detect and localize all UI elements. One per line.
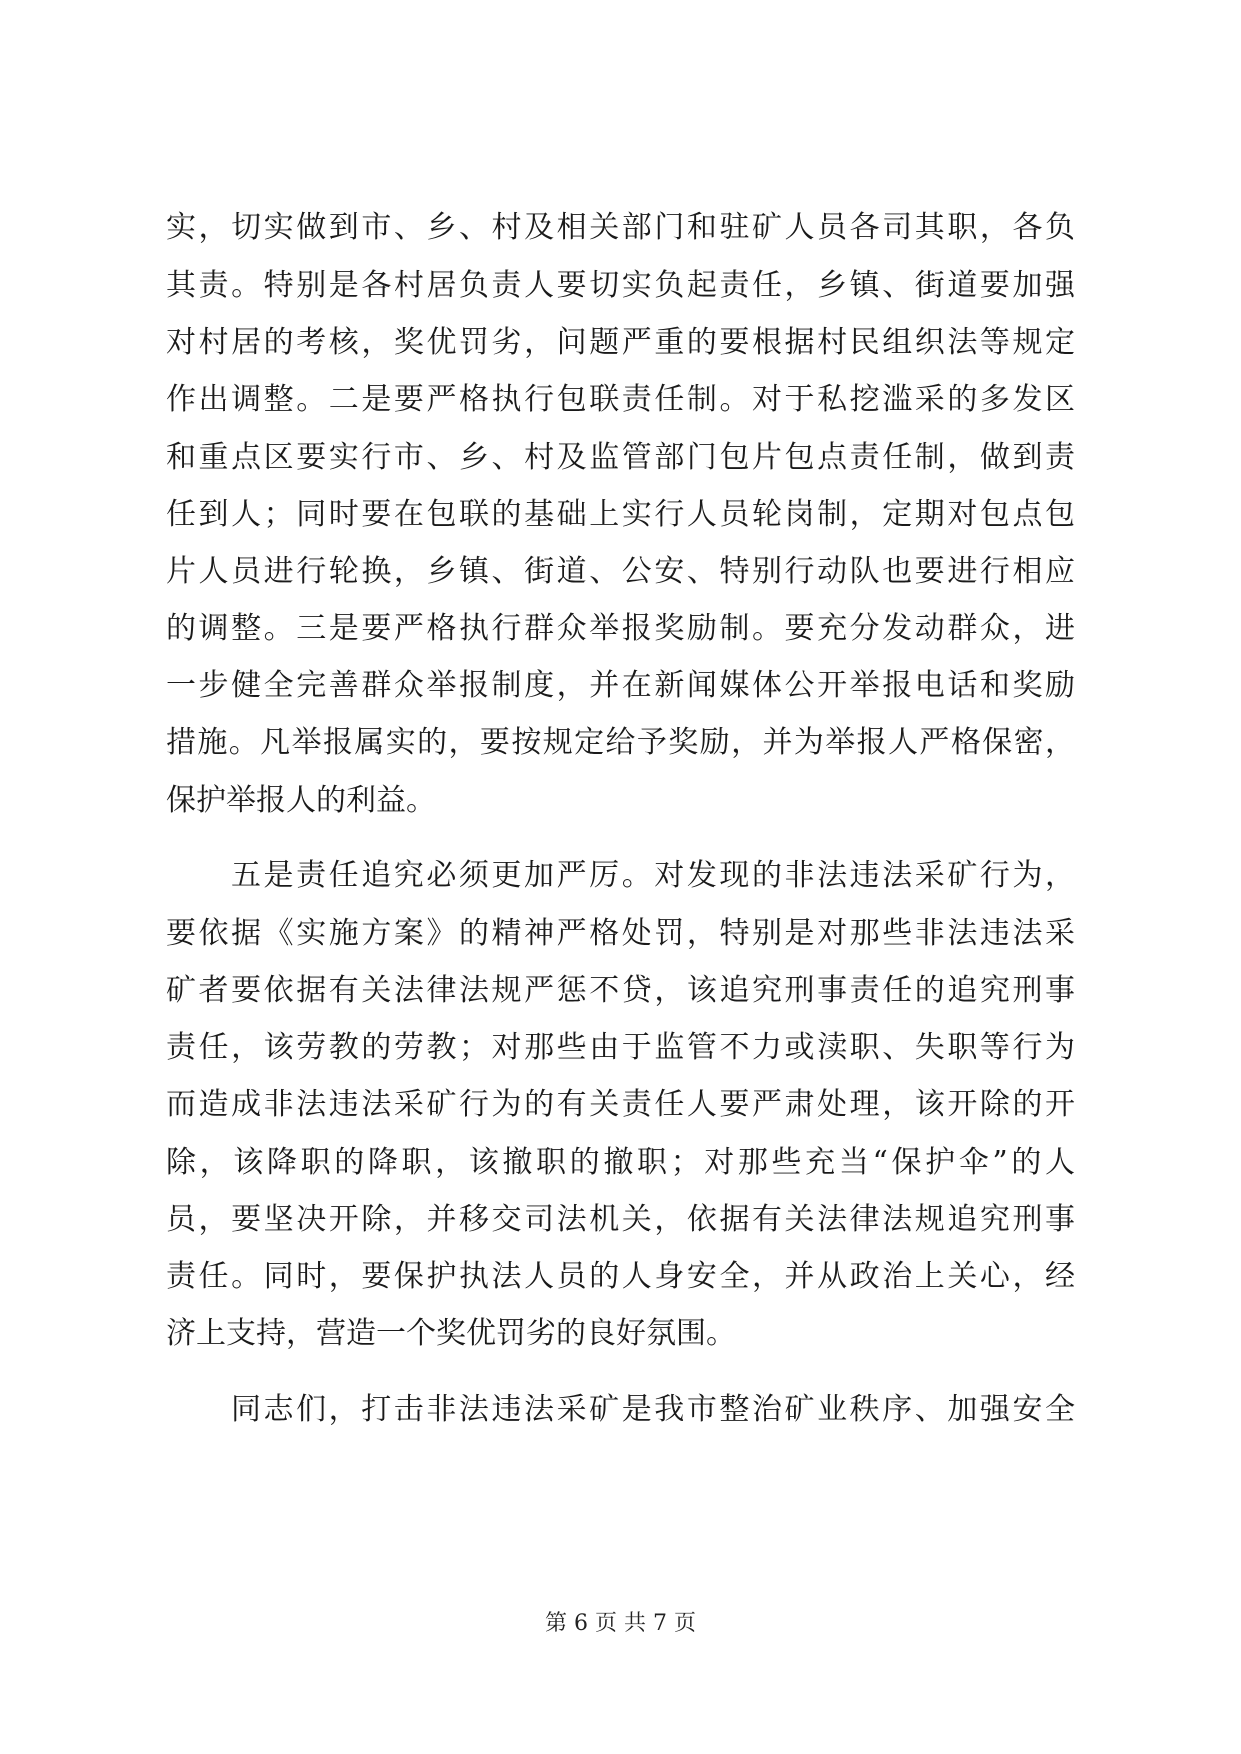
paragraph-2-line-4: 责任，该劳教的劳教；对那些由于监管不力或渎职、失职等行为 [166, 1030, 1075, 1065]
paragraph-1-line-11: 保护举报人的利益。 [166, 783, 436, 818]
paragraph-2-line-7: 员，要坚决开除，并移交司法机关，依据有关法律法规追究刑事 [166, 1202, 1075, 1237]
paragraph-1-line-10: 措施。凡举报属实的，要按规定给予奖励，并为举报人严格保密， [166, 725, 1075, 760]
paragraph-1-line-1: 实，切实做到市、乡、村及相关部门和驻矿人员各司其职，各负 [166, 210, 1075, 245]
paragraph-1-line-3: 对村居的考核，奖优罚劣，问题严重的要根据村民组织法等规定 [166, 325, 1075, 360]
paragraph-2-line-5: 而造成非法违法采矿行为的有关责任人要严肃处理，该开除的开 [166, 1087, 1075, 1122]
paragraph-1-line-5: 和重点区要实行市、乡、村及监管部门包片包点责任制，做到责 [166, 440, 1075, 475]
paragraph-2-line-9: 济上支持，营造一个奖优罚劣的良好氛围。 [166, 1316, 736, 1351]
paragraph-1-line-2: 其责。特别是各村居负责人要切实负起责任，乡镇、街道要加强 [166, 268, 1075, 303]
paragraph-2-line-8: 责任。同时，要保护执法人员的人身安全，并从政治上关心，经 [166, 1259, 1075, 1294]
paragraph-2-line-3: 矿者要依据有关法律法规严惩不贷，该追究刑事责任的追究刑事 [166, 973, 1075, 1008]
paragraph-1-line-9: 一步健全完善群众举报制度，并在新闻媒体公开举报电话和奖励 [166, 668, 1075, 703]
paragraph-1-line-8: 的调整。三是要严格执行群众举报奖励制。要充分发动群众，进 [166, 611, 1075, 646]
paragraph-2-line-6: 除，该降职的降职，该撤职的撤职；对那些充当“保护伞”的人 [166, 1145, 1075, 1180]
paragraph-1-line-7: 片人员进行轮换，乡镇、街道、公安、特别行动队也要进行相应 [166, 554, 1075, 589]
paragraph-1-line-6: 任到人；同时要在包联的基础上实行人员轮岗制，定期对包点包 [166, 497, 1075, 532]
paragraph-2-line-2: 要依据《实施方案》的精神严格处罚，特别是对那些非法违法采 [166, 916, 1075, 951]
paragraph-3-line-1: 同志们，打击非法违法采矿是我市整治矿业秩序、加强安全 [231, 1392, 1075, 1427]
page-number-footer: 第 6 页 共 7 页 [545, 1611, 696, 1636]
paragraph-1-line-4: 作出调整。二是要严格执行包联责任制。对于私挖滥采的多发区 [166, 382, 1075, 417]
paragraph-2-line-1: 五是责任追究必须更加严厉。对发现的非法违法采矿行为， [231, 858, 1075, 893]
